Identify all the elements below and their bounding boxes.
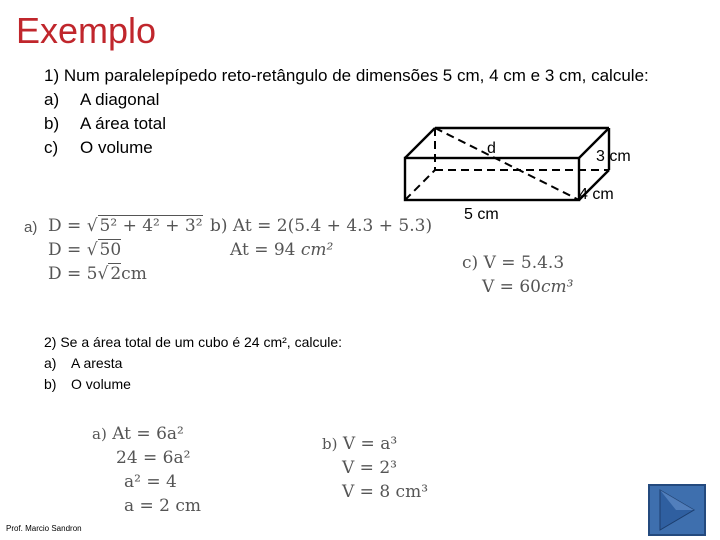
sol2a-line3: a² = 4 (124, 472, 177, 492)
sol1a-line3: D = 5√ 2cm (48, 264, 147, 284)
sol1c-line2: V = 60cm³ (482, 277, 574, 297)
radicand: 2 (110, 264, 122, 284)
depth-label: 4 cm (579, 186, 614, 203)
item-text: A área total (80, 114, 167, 133)
item-marker: c) (44, 138, 59, 157)
problem2-item-a: a) A aresta (44, 355, 123, 371)
sol2a-line4: a = 2 cm (124, 496, 202, 516)
problem1-statement: 1) Num paralelepípedo reto-retângulo de dimensões 5 cm, 4 cm e 3 cm, calcule: (44, 66, 649, 85)
radicand: 5² + 4² + 3² (99, 216, 203, 236)
sol1a-line1: D = √ 5² + 4² + 3² (48, 216, 203, 236)
radicand: 50 (99, 240, 122, 260)
width-label: 5 cm (464, 206, 499, 223)
author-credit: Prof. Marcio Sandron (6, 524, 82, 533)
sol1a-line2: D = √ 50 (48, 240, 122, 260)
sol2a-line2: 24 = 6a² (116, 448, 191, 468)
next-slide-button[interactable] (648, 484, 706, 536)
problem2-item-b: b) O volume (44, 376, 131, 392)
item-marker: a) (44, 90, 60, 109)
front-face (405, 158, 579, 200)
sol2b-line2: V = 2³ (342, 458, 397, 478)
sol1a-marker: a) (24, 219, 38, 236)
diagonal-line (435, 128, 579, 200)
problem2-statement: 2) Se a área total de um cubo é 24 cm², calcule: (44, 334, 343, 350)
next-arrow-icon (650, 486, 704, 534)
sol2b-line3: V = 8 cm³ (342, 482, 429, 502)
height-label: 3 cm (596, 148, 631, 165)
sol2b-line1: b) V = a³ (322, 434, 398, 454)
item-text: A diagonal (80, 90, 160, 109)
item-text: O volume (80, 138, 153, 157)
sol2a-line1: a) At = 6a² (92, 424, 184, 444)
sol1b-line1: b) At = 2(5.4 + 4.3 + 5.3) (210, 216, 433, 236)
sol1b-line2: At = 94 cm² (230, 240, 334, 260)
slide-title: Exemplo (16, 10, 157, 51)
item-marker: b) (44, 114, 60, 133)
sol1c-line1: c) V = 5.4.3 (462, 253, 565, 273)
diagonal-label: d (487, 140, 496, 157)
